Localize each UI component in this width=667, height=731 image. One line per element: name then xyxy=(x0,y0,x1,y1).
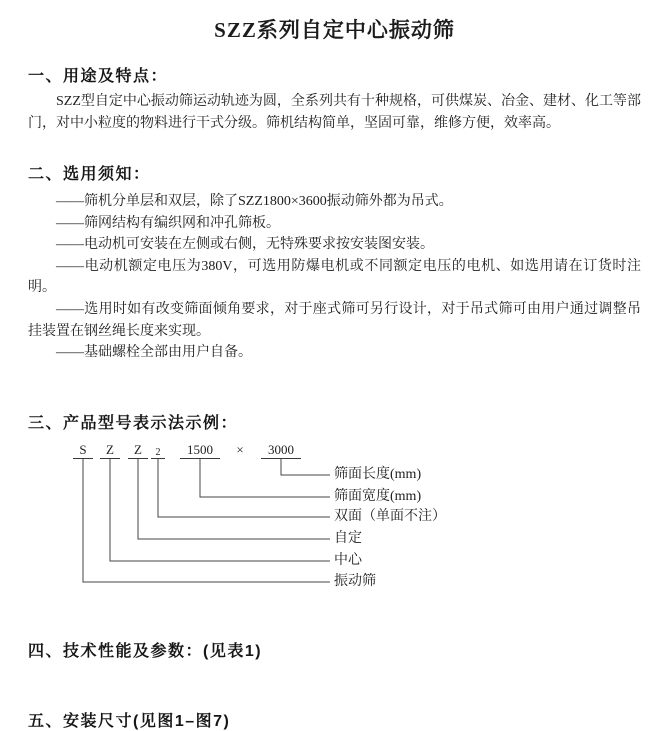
model-code-token-z1: Z xyxy=(100,442,120,459)
model-label-self: 自定 xyxy=(334,530,362,546)
section-1-heading: 一、用途及特点： xyxy=(28,68,169,85)
section-3-heading: 三、产品型号表示法示例： xyxy=(28,414,239,432)
notice-item-1: ——筛机分单层和双层，除了SZZ1800×3600振动筛外都为吊式。 xyxy=(56,194,453,209)
model-code-token-s: S xyxy=(73,442,93,459)
section-4-heading: 四、技术性能及参数：(见表1) xyxy=(28,642,263,660)
notice-list xyxy=(28,191,641,364)
section-1-paragraph: SZZ型自定中心振动筛运动轨迹为圆，全系列共有十种规格，可供煤炭、冶金、建材、化工等部门，对中小粒度的物料进行干式分级。筛机结构简单，坚固可靠，维修方便，效率高。 xyxy=(28,94,641,131)
model-label-screen-length: 筛面长度(mm) xyxy=(334,466,422,482)
notice-item-5: ——选用时如有改变筛面倾角要求，对于座式筛可另行设计，对于吊式筛可由用户通过调整吊挂装置在钢丝绳长度来实现。 xyxy=(28,301,641,339)
model-code-diagram xyxy=(0,442,667,594)
model-label-double-deck: 双面（单面不注） xyxy=(334,508,446,524)
model-code-token-z2: Z xyxy=(128,442,148,459)
model-code-token-length: 3000 xyxy=(261,442,301,459)
notice-item-3: ——电动机可安装在左侧或右侧，无特殊要求按安装图安装。 xyxy=(56,237,434,253)
page-title: SZZ系列自定中心振动筛 xyxy=(214,18,455,42)
model-label-screen-width: 筛面宽度(mm) xyxy=(334,488,422,504)
notice-item-2: ——筛网结构有编织网和冲孔筛板。 xyxy=(56,215,280,231)
model-code-token-width: 1500 xyxy=(180,442,220,459)
model-label-centering: 中心 xyxy=(334,552,362,568)
notice-item-6: ——基础螺栓全部由用户自备。 xyxy=(56,345,252,361)
notice-item-4: ——电动机额定电压为380V，可选用防爆电机或不同额定电压的电机、如选用请在订货时注明。 xyxy=(28,258,641,296)
model-label-vibrating-screen: 振动筛 xyxy=(334,573,376,589)
model-code-token-deck-2: 2 xyxy=(151,442,165,459)
section-2-heading: 二、选用须知： xyxy=(28,166,151,183)
section-5-heading: 五、安装尺寸(见图1–图7) xyxy=(28,712,231,730)
multiply-sign: × xyxy=(236,441,244,457)
